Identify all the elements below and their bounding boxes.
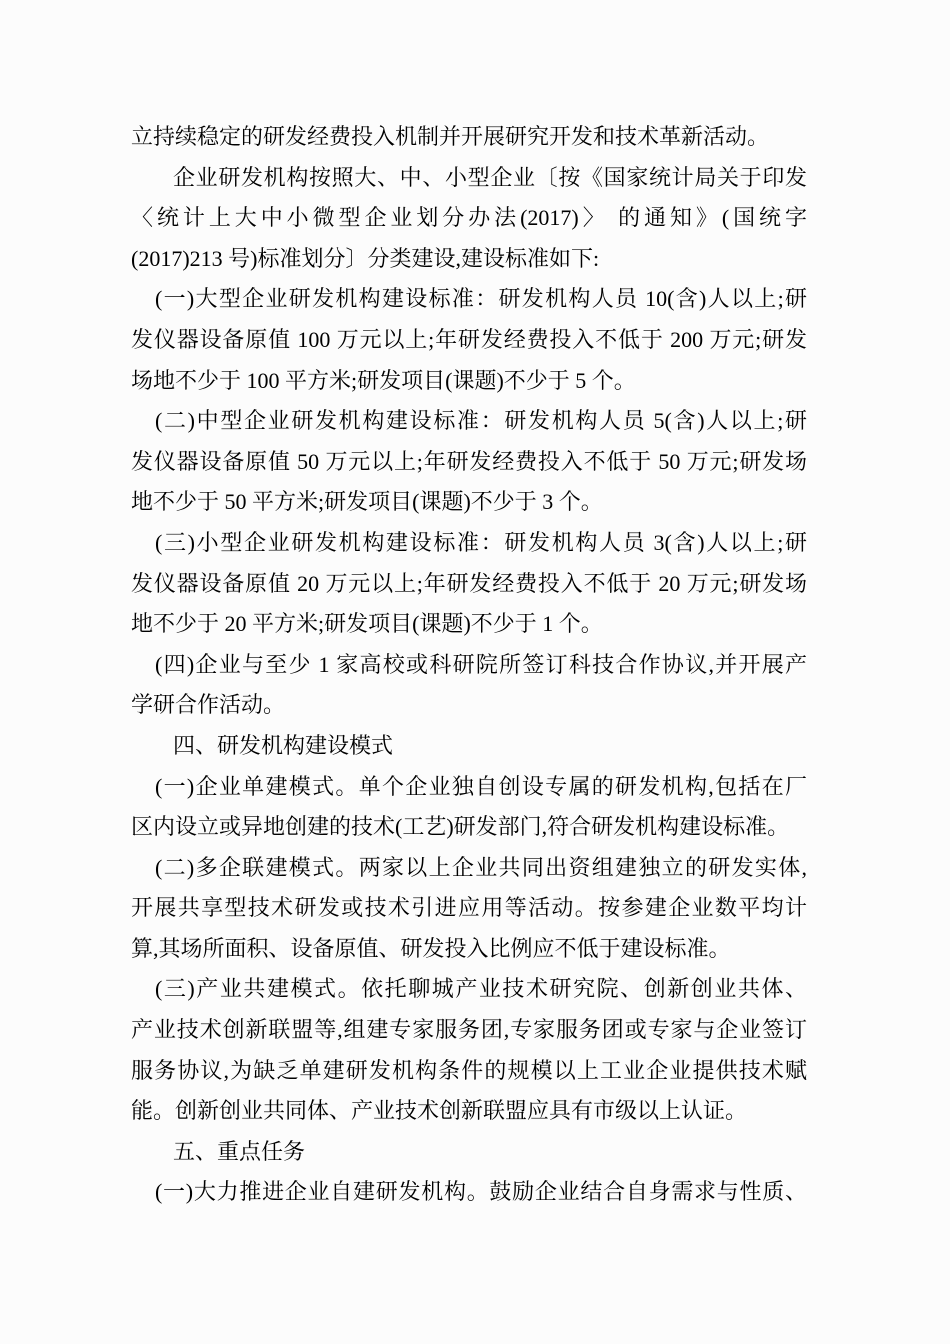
text-line: (一)大型企业研发机构建设标准：研发机构人员 10(含)人以上;研 [155,286,807,312]
text-line: 区内设立或异地创建的技术(工艺)研发部门,符合研发机构建设标准。 [131,814,790,840]
text-line: 能。创新创业共同体、产业技术创新联盟应具有市级以上认证。 [131,1098,748,1124]
text-line: (二)多企联建模式。两家以上企业共同出资组建独立的研发实体, [155,854,807,880]
section-heading: 五、重点任务 [173,1138,306,1164]
text-line: 场地不少于 100 平方米;研发项目(课题)不少于 5 个。 [131,367,636,393]
text-line: 开展共享型技术研发或技术引进应用等活动。按参建企业数平均计 [131,895,807,921]
text-line: 发仪器设备原值 20 万元以上;年研发经费投入不低于 20 万元;研发场 [131,570,807,596]
text-line: (二)中型企业研发机构建设标准：研发机构人员 5(含)人以上;研 [155,408,807,434]
document-body [131,117,807,1213]
text-line: 产业技术创新联盟等,组建专家服务团,专家服务团或专家与企业签订 [131,1017,807,1043]
text-line: 学研合作活动。 [131,692,286,718]
section-heading: 四、研发机构建设模式 [173,732,394,758]
text-line: 发仪器设备原值 100 万元以上;年研发经费投入不低于 200 万元;研发 [131,326,807,352]
text-line: 立持续稳定的研发经费投入机制并开展研究开发和技术革新活动。 [131,124,770,149]
text-line: 企业研发机构按照大、中、小型企业〔按《国家统计局关于印发 [173,164,807,190]
text-line: 地不少于 20 平方米;研发项目(课题)不少于 1 个。 [131,611,603,637]
text-line: 算,其场所面积、设备原值、研发投入比例应不低于建设标准。 [131,935,731,961]
text-line: (2017)213 号)标准划分〕分类建设,建设标准如下: [131,245,600,271]
text-line: 地不少于 50 平方米;研发项目(课题)不少于 3 个。 [131,489,603,515]
text-line: 〈统计上大中小微型企业划分办法(2017)〉 的通知》(国统字 [131,205,807,231]
text-line: (三)产业共建模式。依托聊城产业技术研究院、创新创业共体、 [155,976,807,1002]
text-line: (一)大力推进企业自建研发机构。鼓励企业结合自身需求与性质、 [155,1179,807,1205]
text-line: 发仪器设备原值 50 万元以上;年研发经费投入不低于 50 万元;研发场 [131,448,807,474]
text-line: 服务协议,为缺乏单建研发机构条件的规模以上工业企业提供技术赋 [131,1057,807,1083]
text-line: (一)企业单建模式。单个企业独自创设专属的研发机构,包括在厂 [155,773,807,799]
text-line: (四)企业与至少 1 家高校或科研院所签订科技合作协议,并开展产 [155,651,807,677]
text-line: (三)小型企业研发机构建设标准：研发机构人员 3(含)人以上;研 [155,529,807,555]
